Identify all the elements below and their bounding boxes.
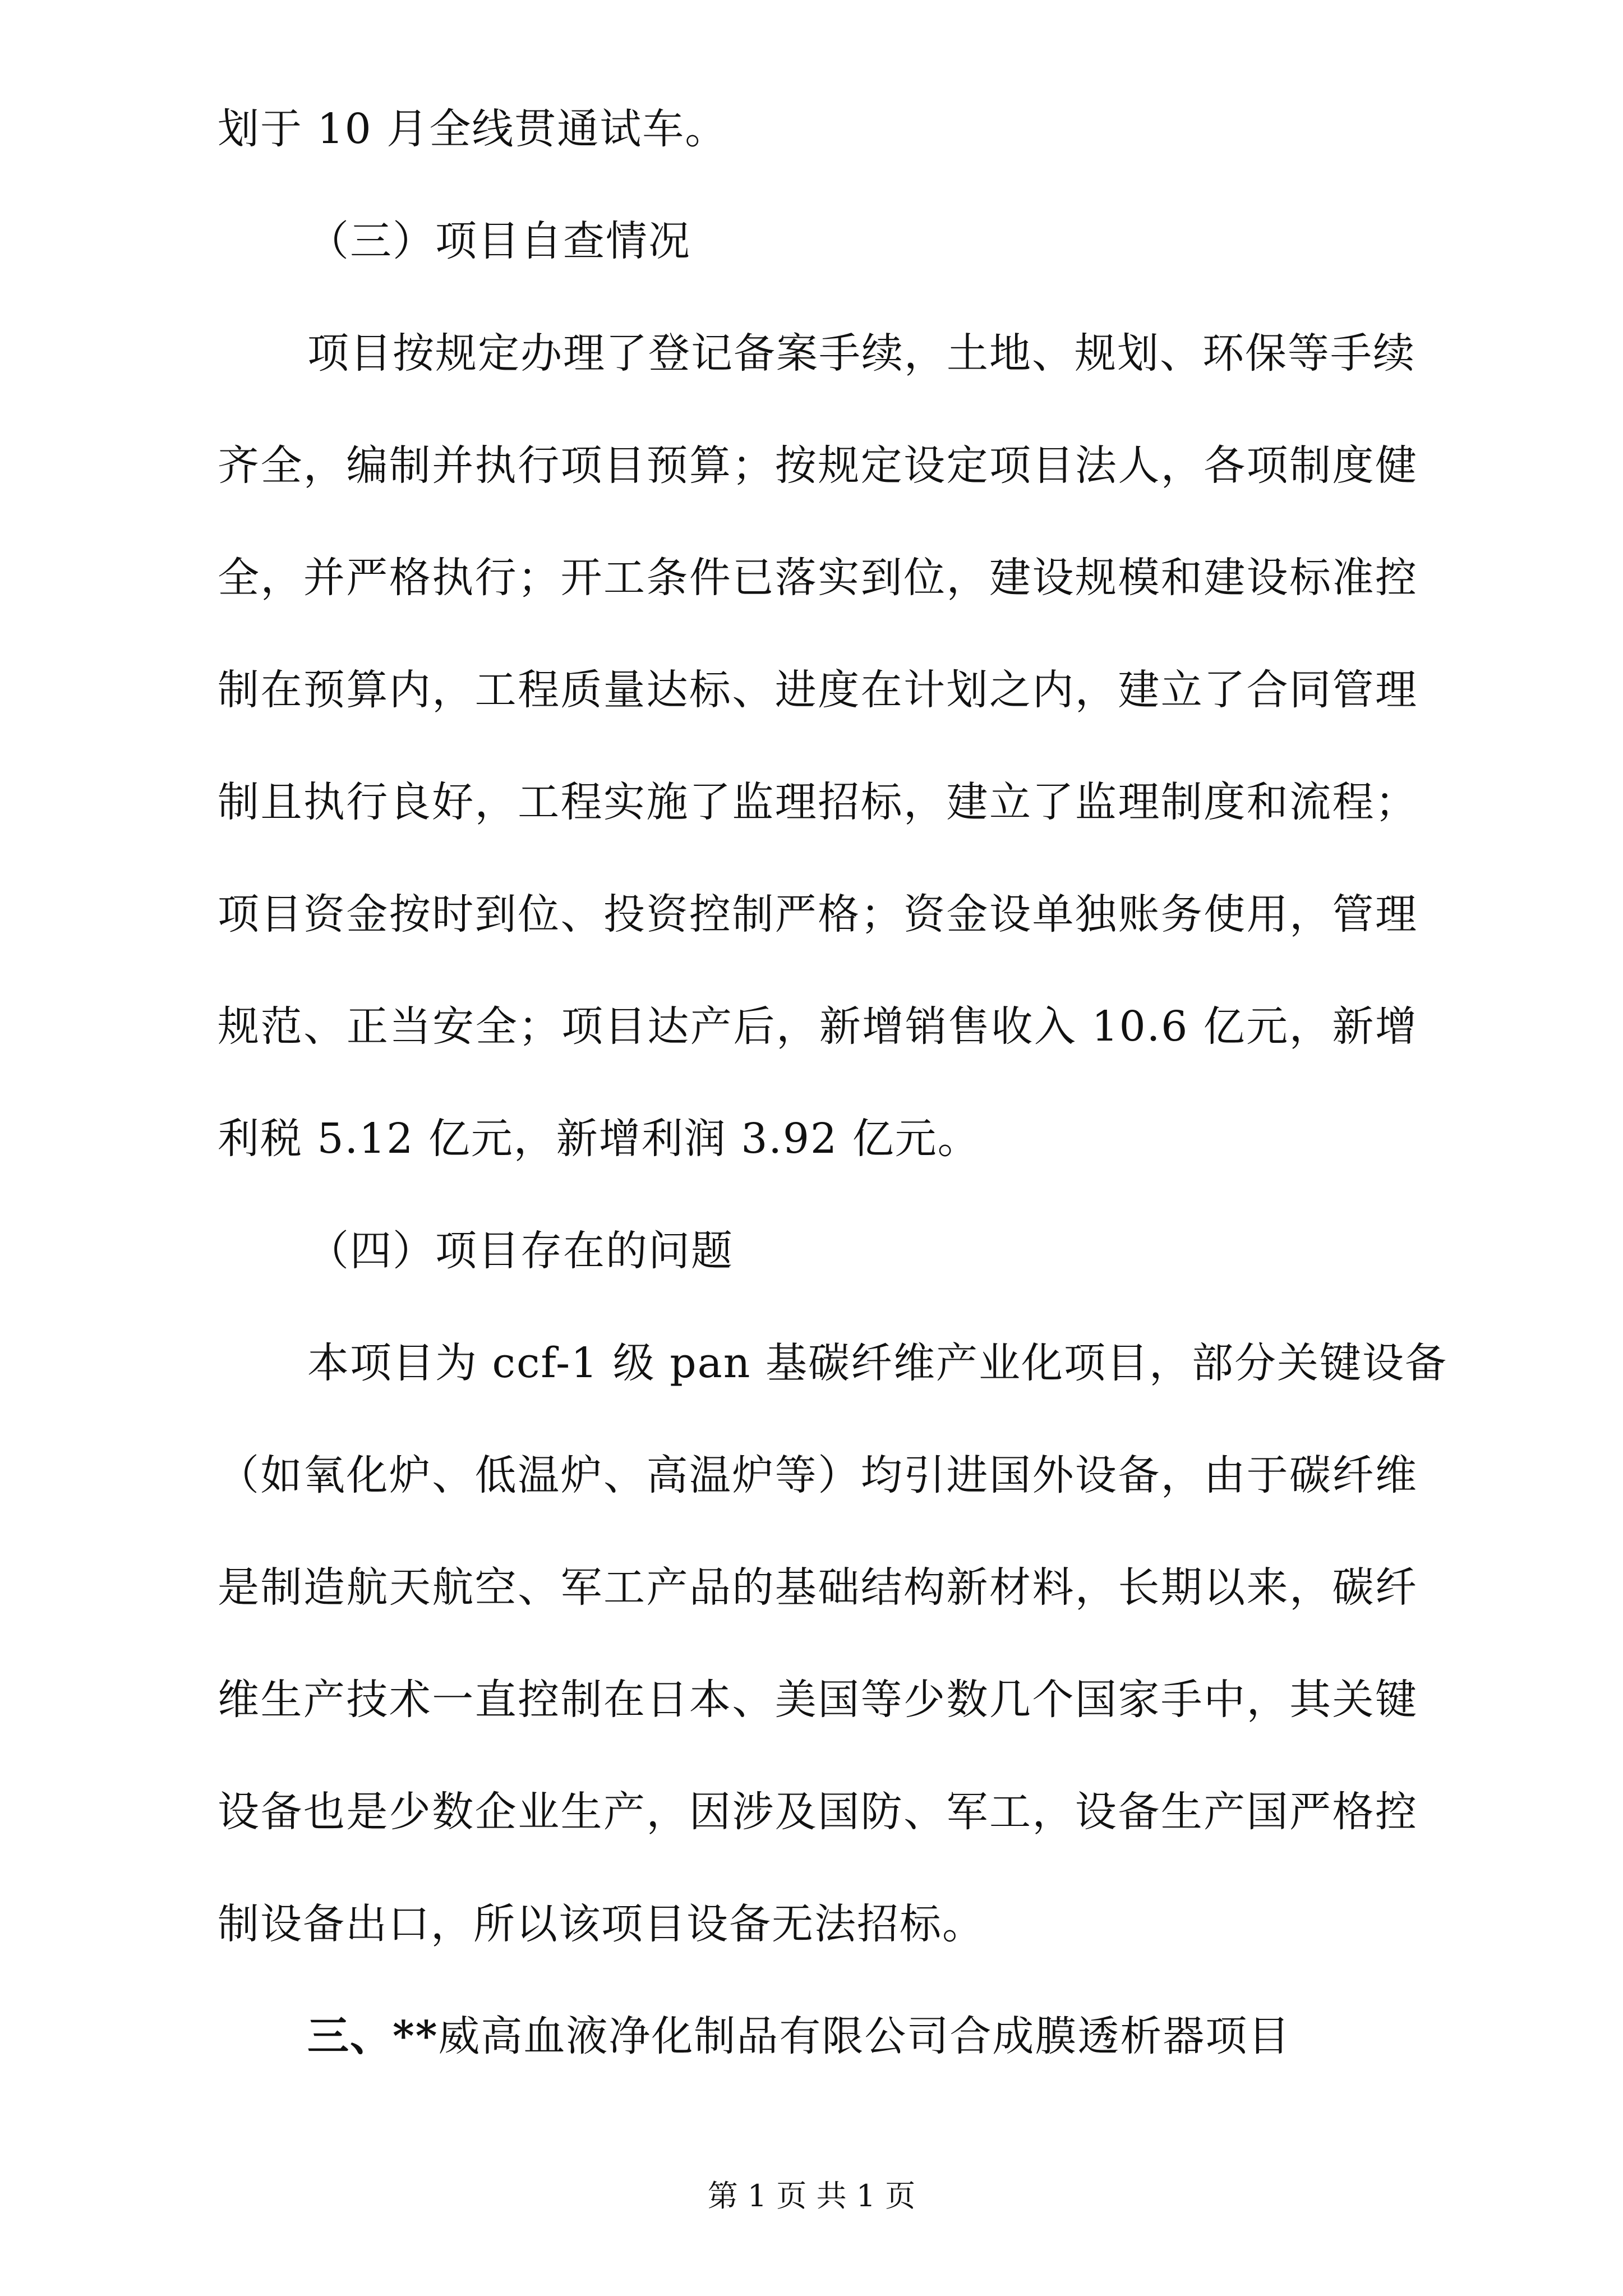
paragraph-line: 项目按规定办理了登记备案手续，土地、规划、环保等手续 [307,329,1415,378]
paragraph-line: 制设备出口，所以该项目设备无法招标。 [218,1900,985,1948]
paragraph-line: 维生产技术一直控制在日本、美国等少数几个国家手中，其关键 [218,1676,1418,1724]
page-footer: 第 1 页 共 1 页 [707,2178,916,2214]
section-title: 威高血液净化制品有限公司合成膜透析器项目 [438,2012,1291,2060]
paragraph-line: 项目资金按时到位、投资控制严格；资金设单独账务使用，管理 [218,890,1418,938]
paragraph-line: 本项目为 ccf-1 级 pan 基碳纤维产业化项目，部分关键设备 [307,1339,1447,1387]
paragraph-line: 利税 5.12 亿元，新增利润 3.92 亿元。 [218,1115,980,1163]
paragraph-line: 划于 10 月全线贯通试车。 [218,105,728,153]
paragraph-line: （如氧化炉、低温炉、高温炉等）均引进国外设备，由于碳纤维 [218,1451,1418,1499]
paragraph-line: 是制造航天航空、军工产品的基础结构新材料，长期以来，碳纤 [218,1563,1418,1612]
paragraph-line: 规范、正当安全；项目达产后，新增销售收入 10.6 亿元，新增 [218,1002,1418,1051]
paragraph-line: 齐全，编制并执行项目预算；按规定设定项目法人，各项制度健 [218,441,1418,490]
paragraph-line: 设备也是少数企业生产，因涉及国防、军工，设备生产国严格控 [218,1788,1418,1836]
paragraph-line: 制且执行良好，工程实施了监理招标，建立了监理制度和流程； [218,778,1418,826]
paragraph-line: 制在预算内，工程质量达标、进度在计划之内，建立了合同管理 [218,666,1418,714]
section-heading: （三）项目自查情况 [307,217,691,265]
paragraph-line: 全，并严格执行；开工条件已落实到位，建设规模和建设标准控 [218,554,1418,602]
section-heading: （四）项目存在的问题 [307,1227,734,1275]
section-heading [307,2008,1290,2064]
section-number: 三、** [307,2012,439,2060]
